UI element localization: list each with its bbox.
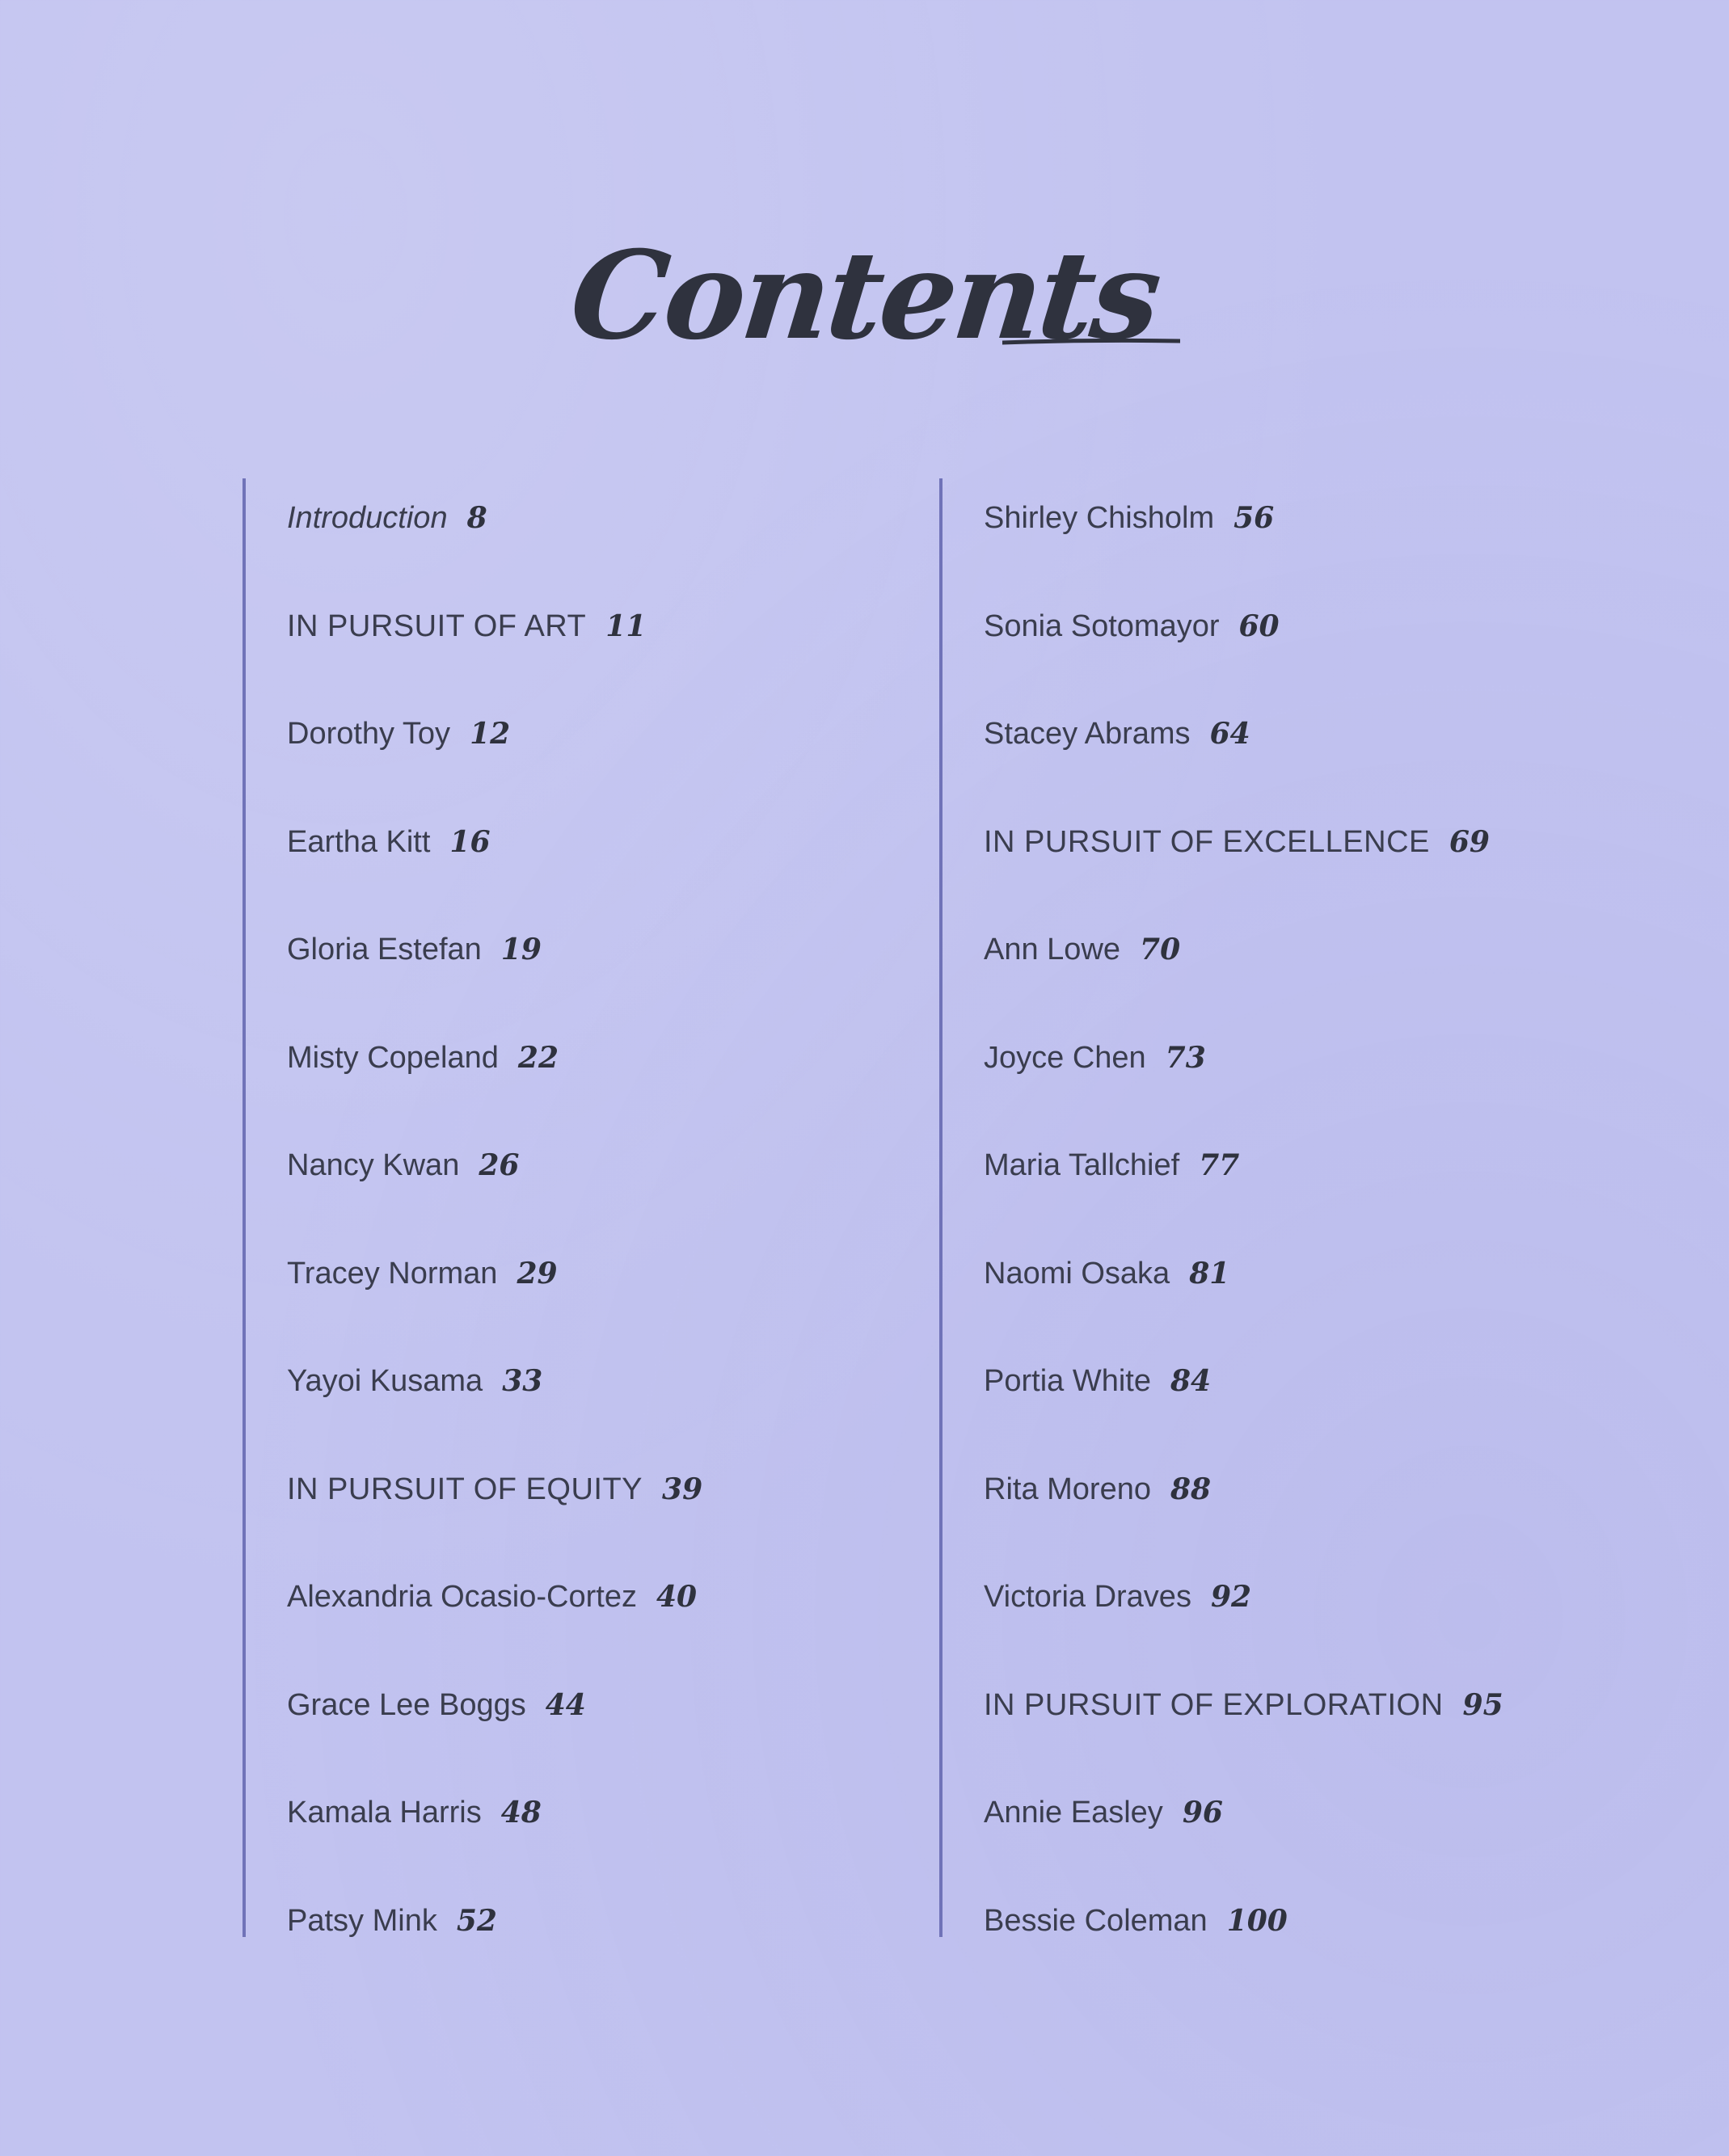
- toc-entry: [287, 1042, 702, 1151]
- toc-entry-page-number: 48: [500, 1796, 542, 1830]
- toc-entry-name: Ann Lowe: [984, 933, 1121, 966]
- toc-entry-name: Kamala Harris: [287, 1796, 482, 1830]
- toc-entry: [287, 1797, 702, 1905]
- toc-entry-page-number: 33: [502, 1364, 543, 1398]
- toc-entry-page-number: 96: [1182, 1796, 1223, 1830]
- toc-entry: [287, 503, 702, 611]
- toc-entry: [287, 1150, 702, 1258]
- toc-right-column: [984, 503, 1503, 2013]
- toc-entry: [984, 1366, 1503, 1474]
- toc-entry: [984, 1258, 1503, 1366]
- toc-entry: [984, 1042, 1503, 1151]
- toc-entry-page-number: 56: [1233, 501, 1275, 535]
- toc-entry-page-number: 81: [1189, 1256, 1230, 1291]
- toc-entry-name: Gloria Estefan: [287, 933, 482, 966]
- toc-entry-name: Dorothy Toy: [287, 717, 451, 751]
- toc-section-heading: [287, 608, 702, 719]
- toc-entry-page-number: 88: [1170, 1472, 1212, 1506]
- toc-entry-name: Maria Tallchief: [984, 1148, 1180, 1182]
- toc-entry-page-number: 40: [656, 1580, 698, 1614]
- toc-entry-page-number: 77: [1199, 1148, 1240, 1182]
- toc-entry-name: Shirley Chisholm: [984, 501, 1215, 535]
- toc-entry: [984, 503, 1503, 611]
- toc-entry-name: Annie Easley: [984, 1796, 1163, 1830]
- toc-entry-name: Grace Lee Boggs: [287, 1687, 526, 1722]
- right-column-rule: [939, 478, 943, 1937]
- toc-entry-page-number: 12: [470, 717, 511, 751]
- toc-entry-name: Introduction: [287, 501, 448, 535]
- toc-entry-name: Alexandria Ocasio-Cortez: [287, 1580, 637, 1614]
- toc-entry: [984, 934, 1503, 1042]
- toc-entry-page-number: 92: [1210, 1580, 1252, 1614]
- toc-entry-name: Misty Copeland: [287, 1040, 499, 1075]
- toc-section-heading: [984, 1687, 1503, 1798]
- toc-entry: [984, 1581, 1503, 1690]
- toc-entry-page-number: 95: [1462, 1687, 1503, 1722]
- toc-entry-name: Rita Moreno: [984, 1472, 1151, 1506]
- toc-entry-page-number: 60: [1238, 608, 1280, 643]
- toc-entry-name: Stacey Abrams: [984, 717, 1191, 751]
- toc-entry-name: Bessie Coleman: [984, 1903, 1208, 1938]
- toc-entry-page-number: 16: [449, 824, 491, 859]
- toc-entry-page-number: 26: [479, 1148, 520, 1182]
- page-title: Contents: [564, 225, 1165, 367]
- toc-entry-page-number: 73: [1165, 1040, 1206, 1075]
- toc-section-heading: [984, 824, 1503, 935]
- toc-entry: [287, 1366, 702, 1474]
- toc-entry: [287, 1905, 702, 2014]
- toc-entry: [287, 1581, 702, 1690]
- toc-entry-page-number: 11: [605, 608, 647, 643]
- toc-entry-name: Yayoi Kusama: [287, 1364, 483, 1398]
- toc-entry-name: Eartha Kitt: [287, 824, 431, 859]
- toc-entry: [984, 1474, 1503, 1582]
- toc-entry-name: Portia White: [984, 1364, 1151, 1398]
- toc-entry-name: IN PURSUIT OF EXPLORATION: [984, 1687, 1444, 1722]
- toc-entry-page-number: 64: [1209, 717, 1250, 751]
- toc-entry-name: Nancy Kwan: [287, 1148, 460, 1182]
- toc-entry-name: IN PURSUIT OF EXCELLENCE: [984, 824, 1430, 859]
- toc-entry: [984, 608, 1503, 719]
- toc-entry-name: Joyce Chen: [984, 1040, 1146, 1075]
- toc-section-heading: [287, 1474, 702, 1582]
- toc-entry-name: Patsy Mink: [287, 1903, 437, 1938]
- toc-entry: [984, 1797, 1503, 1905]
- toc-entry-page-number: 29: [517, 1256, 558, 1291]
- toc-entry-page-number: 70: [1140, 933, 1181, 966]
- toc-entry: [287, 1687, 702, 1798]
- toc-entry-page-number: 69: [1449, 824, 1490, 859]
- toc-entry: [287, 824, 702, 935]
- toc-left-column: [287, 503, 702, 2013]
- toc-entry-page-number: 19: [500, 933, 542, 966]
- toc-entry: [984, 1150, 1503, 1258]
- toc-entry-page-number: 52: [456, 1903, 497, 1938]
- toc-entry-page-number: 22: [517, 1040, 559, 1075]
- toc-entry-name: Victoria Draves: [984, 1580, 1191, 1614]
- toc-entry-name: Naomi Osaka: [984, 1256, 1170, 1291]
- title-swash-decoration: [1002, 338, 1180, 346]
- toc-entry: [984, 1905, 1503, 2014]
- toc-entry: [287, 934, 702, 1042]
- toc-entry-page-number: 84: [1170, 1364, 1212, 1398]
- toc-entry-name: IN PURSUIT OF EQUITY: [287, 1472, 643, 1506]
- toc-entry-name: Sonia Sotomayor: [984, 608, 1220, 643]
- left-column-rule: [242, 478, 246, 1937]
- toc-entry: [984, 718, 1503, 827]
- toc-entry: [287, 718, 702, 827]
- toc-entry-page-number: 39: [662, 1472, 703, 1506]
- toc-entry-name: Tracey Norman: [287, 1256, 498, 1291]
- toc-entry-page-number: 44: [545, 1687, 586, 1722]
- toc-entry-page-number: 8: [466, 501, 487, 535]
- toc-entry-name: IN PURSUIT OF ART: [287, 608, 587, 643]
- toc-entry-page-number: 100: [1226, 1903, 1288, 1938]
- toc-entry: [287, 1258, 702, 1366]
